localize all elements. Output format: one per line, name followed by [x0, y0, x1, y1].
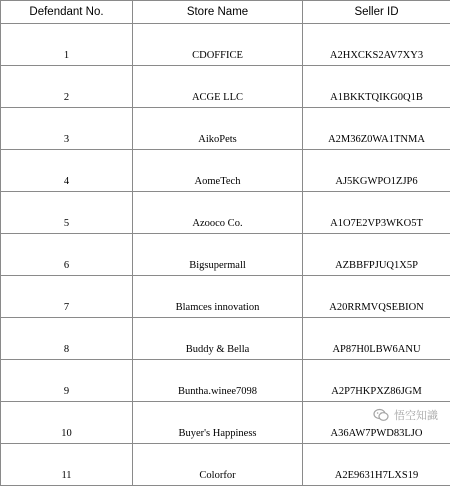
- table-row: [1, 318, 450, 360]
- table-row: [1, 24, 450, 66]
- table-row: [1, 108, 450, 150]
- cell-defendant-no: 6: [1, 234, 133, 276]
- cell-defendant-no: 2: [1, 66, 133, 108]
- cell-store-name: Buddy & Bella: [133, 318, 303, 360]
- cell-defendant-no: 8: [1, 318, 133, 360]
- table-row: [1, 192, 450, 234]
- cell-seller-id: AZBBFPJUQ1X5P: [303, 234, 450, 276]
- cell-seller-id: AJ5KGWPO1ZJP6: [303, 150, 450, 192]
- cell-defendant-no: 1: [1, 24, 133, 66]
- cell-defendant-no: 9: [1, 360, 133, 402]
- cell-defendant-no: 11: [1, 444, 133, 486]
- cell-seller-id: A20RRMVQSEBION: [303, 276, 450, 318]
- cell-defendant-no: 4: [1, 150, 133, 192]
- cell-store-name: ACGE LLC: [133, 66, 303, 108]
- cell-seller-id: A2P7HKPXZ86JGM: [303, 360, 450, 402]
- wechat-official-account-icon: [373, 408, 389, 422]
- table-row: [1, 66, 450, 108]
- watermark-text: 悟空知識: [394, 407, 438, 423]
- cell-defendant-no: 3: [1, 108, 133, 150]
- cell-defendant-no: 7: [1, 276, 133, 318]
- header-defendant-no: Defendant No.: [1, 1, 133, 24]
- table-row: [1, 150, 450, 192]
- table-header-row: [1, 1, 450, 24]
- cell-store-name: AikoPets: [133, 108, 303, 150]
- watermark: [373, 407, 438, 423]
- cell-store-name: Colorfor: [133, 444, 303, 486]
- cell-store-name: Azooco Co.: [133, 192, 303, 234]
- cell-defendant-no: 10: [1, 402, 133, 444]
- cell-seller-id: A2E9631H7LXS19: [303, 444, 450, 486]
- cell-seller-id: A1O7E2VP3WKO5T: [303, 192, 450, 234]
- cell-seller-id: AP87H0LBW6ANU: [303, 318, 450, 360]
- header-seller-id: Seller ID: [303, 1, 450, 24]
- cell-seller-id: A1BKKTQIKG0Q1B: [303, 66, 450, 108]
- header-store-name: Store Name: [133, 1, 303, 24]
- cell-store-name: Blamces innovation: [133, 276, 303, 318]
- table-row: [1, 360, 450, 402]
- cell-store-name: AomeTech: [133, 150, 303, 192]
- cell-store-name: Buntha.winee7098: [133, 360, 303, 402]
- cell-store-name: Buyer's Happiness: [133, 402, 303, 444]
- table-row: [1, 276, 450, 318]
- cell-defendant-no: 5: [1, 192, 133, 234]
- cell-seller-id: A2HXCKS2AV7XY3: [303, 24, 450, 66]
- table-row: [1, 234, 450, 276]
- table-row: [1, 444, 450, 486]
- cell-store-name: CDOFFICE: [133, 24, 303, 66]
- cell-seller-id: A2M36Z0WA1TNMA: [303, 108, 450, 150]
- cell-seller-id: A36AW7PWD83LJO: [303, 402, 450, 444]
- cell-store-name: Bigsupermall: [133, 234, 303, 276]
